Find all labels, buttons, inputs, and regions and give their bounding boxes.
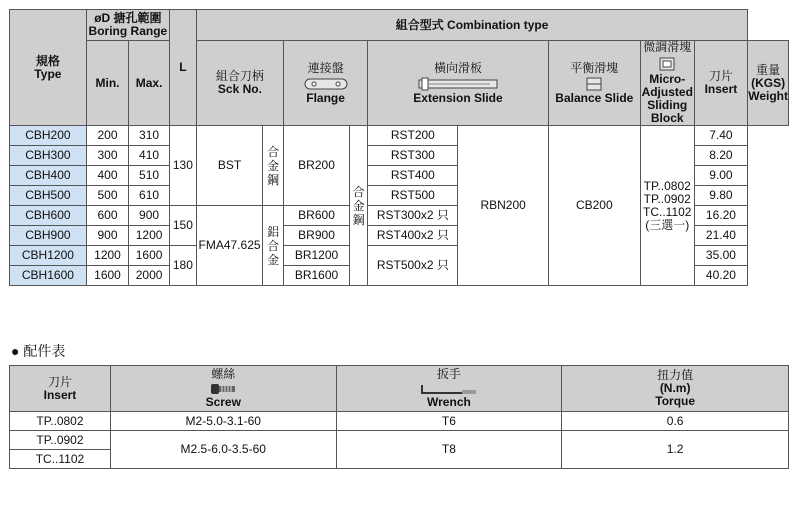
weight-cell: 9.80 [694, 186, 748, 206]
L-cell: 180 [169, 246, 196, 286]
min-cell: 500 [86, 186, 128, 206]
material-cell [263, 206, 284, 286]
max-cell: 310 [129, 126, 170, 146]
min-cell: 1200 [86, 246, 128, 266]
type-cell: CBH900 [10, 226, 87, 246]
ext-cell: RST500x2 只 [368, 246, 458, 286]
sck-cell: BST [196, 126, 262, 206]
type-cell: CBH500 [10, 186, 87, 206]
ext-cell: RST400x2 只 [368, 226, 458, 246]
type-cell: CBH1200 [10, 246, 87, 266]
ext-cell: RST200 [368, 126, 458, 146]
header-max: Max. [129, 41, 170, 126]
acc-wrench-cell: T6 [336, 412, 562, 431]
material-text: 合金鋼 [267, 144, 280, 187]
ext-material-text: 合金鋼 [352, 184, 365, 227]
header-L: L [169, 10, 196, 126]
acc-insert-cell: TC..1102 [10, 450, 111, 469]
flange-cell: BR1600 [283, 266, 349, 286]
ext-cell: RST300 [368, 146, 458, 166]
header-weight: 重量 (KGS) Weight [748, 41, 789, 126]
flange-icon [304, 77, 348, 91]
ext-material-cell [350, 126, 368, 286]
sck-cell: FMA47.625 [196, 206, 262, 286]
header-combination-type: 組合型式 Combination type [196, 10, 747, 41]
sliding-block-icon [657, 56, 677, 72]
acc-torque-cell: 0.6 [562, 412, 789, 431]
ext-cell: RST400 [368, 166, 458, 186]
min-cell: 900 [86, 226, 128, 246]
header-type: 規格 Type [10, 10, 87, 126]
max-cell: 610 [129, 186, 170, 206]
micro-cell: CB200 [548, 126, 640, 286]
header-flange: 連接盤 Flange [283, 41, 367, 126]
weight-cell: 35.00 [694, 246, 748, 266]
ext-cell: RST500 [368, 186, 458, 206]
extension-slide-icon [418, 77, 498, 91]
acc-screw-cell: M2.5-6.0-3.5-60 [110, 431, 336, 469]
max-cell: 1600 [129, 246, 170, 266]
screw-icon [210, 383, 236, 395]
flange-cell: BR900 [283, 226, 349, 246]
acc-header-wrench: 扳手 Wrench [336, 366, 562, 412]
weight-cell: 7.40 [694, 126, 748, 146]
acc-insert-cell: TP..0902 [10, 431, 111, 450]
ext-cell: RST300x2 只 [368, 206, 458, 226]
insert-line: (三選一) [645, 217, 690, 232]
type-cell: CBH400 [10, 166, 87, 186]
table-row [10, 431, 789, 450]
acc-screw-cell: M2-5.0-3.1-60 [110, 412, 336, 431]
header-micro-adjusted: 微調滑塊 Micro-Adjusted Sliding Block [641, 40, 693, 125]
max-cell: 1200 [129, 226, 170, 246]
material-cell [263, 126, 284, 206]
header-boring-range: øD 搪孔範圍 Boring Range [86, 10, 169, 41]
max-cell: 410 [129, 146, 170, 166]
flange-cell: BR200 [283, 126, 349, 206]
header-min: Min. [86, 41, 128, 126]
insert-cell [640, 126, 694, 286]
min-cell: 400 [86, 166, 128, 186]
accessory-title: ● 配件表 [11, 343, 66, 359]
accessory-table [9, 365, 789, 469]
max-cell: 900 [129, 206, 170, 226]
insert-line: TC..1102 [643, 204, 692, 219]
weight-cell: 8.20 [694, 146, 748, 166]
insert-line: TP..0802 [643, 178, 691, 193]
balance-cell: RBN200 [458, 126, 548, 286]
balance-slide-icon [585, 77, 603, 91]
min-cell: 1600 [86, 266, 128, 286]
combination-spec-table [9, 9, 789, 286]
min-cell: 200 [86, 126, 128, 146]
acc-torque-cell: 1.2 [562, 431, 789, 469]
acc-header-screw: 螺絲 Screw [110, 366, 336, 412]
min-cell: 300 [86, 146, 128, 166]
type-cell: CBH600 [10, 206, 87, 226]
flange-cell: BR1200 [283, 246, 349, 266]
type-cell: CBH300 [10, 146, 87, 166]
header-balance-slide: 平衡滑塊 Balance Slide [548, 41, 640, 126]
weight-cell: 9.00 [694, 166, 748, 186]
material-text: 鋁合金 [267, 224, 280, 267]
wrench-icon [418, 383, 480, 395]
acc-header-torque: 扭力值 (N.m) Torque [562, 366, 789, 412]
insert-line: TP..0902 [643, 191, 691, 206]
L-cell: 130 [169, 126, 196, 206]
weight-cell: 40.20 [694, 266, 748, 286]
header-insert: 刀片 Insert [694, 41, 748, 126]
type-cell: CBH200 [10, 126, 87, 146]
acc-insert-cell: TP..0802 [10, 412, 111, 431]
header-extension-slide: 橫向滑板 Extension Slide [368, 41, 549, 126]
max-cell: 510 [129, 166, 170, 186]
type-cell: CBH1600 [10, 266, 87, 286]
header-sck: 組合刀柄 Sck No. [196, 41, 283, 126]
min-cell: 600 [86, 206, 128, 226]
weight-cell: 21.40 [694, 226, 748, 246]
flange-cell: BR600 [283, 206, 349, 226]
table-row [10, 412, 789, 431]
max-cell: 2000 [129, 266, 170, 286]
acc-wrench-cell: T8 [336, 431, 562, 469]
acc-header-insert: 刀片 Insert [10, 366, 111, 412]
weight-cell: 16.20 [694, 206, 748, 226]
L-cell: 150 [169, 206, 196, 246]
table-row [10, 126, 789, 146]
